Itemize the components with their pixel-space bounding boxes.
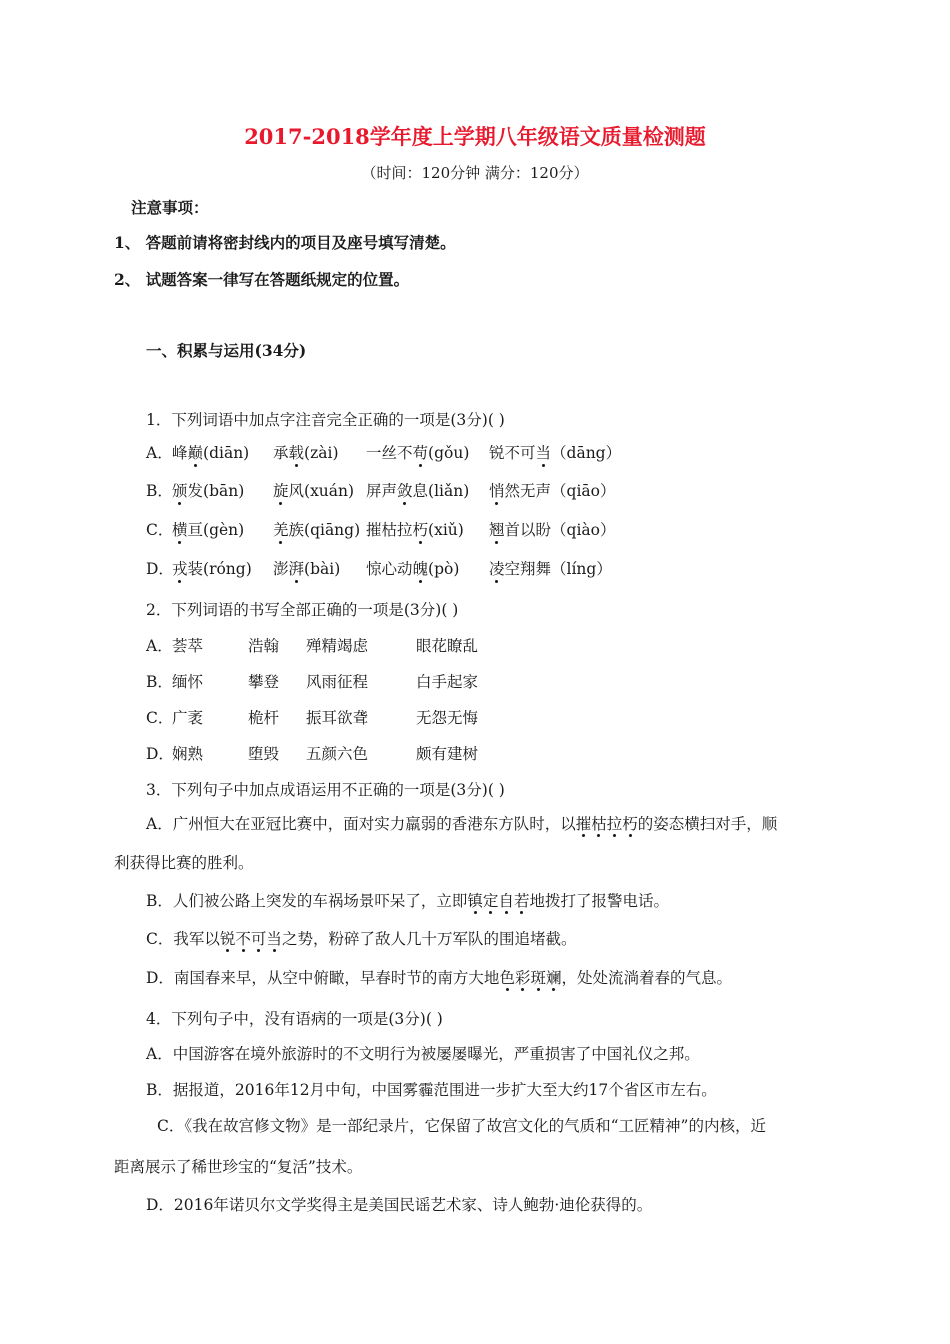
word: 荟萃 bbox=[172, 637, 204, 655]
q3-stem: 3．下列句子中加点成语运用不正确的一项是(3分)( ) bbox=[146, 781, 505, 799]
word: 五颜六色 bbox=[306, 745, 369, 763]
word: 风雨征程 bbox=[306, 673, 369, 691]
dotted-char bbox=[413, 443, 429, 463]
emphasis-char: 巅 bbox=[187, 444, 204, 462]
q3-d-dotted bbox=[499, 969, 561, 987]
dotted-char bbox=[397, 481, 413, 501]
emphasis-char: 颁 bbox=[172, 482, 188, 500]
item-post: (bài) bbox=[304, 560, 341, 578]
pinyin-item bbox=[273, 443, 339, 463]
dotted-char bbox=[489, 481, 505, 501]
word: 桅杆 bbox=[248, 709, 280, 727]
emphasis-char: 若 bbox=[513, 892, 530, 910]
word: 无怨无悔 bbox=[416, 709, 479, 727]
emphasis-char: 不 bbox=[235, 930, 251, 948]
item-pre: 承 bbox=[273, 444, 289, 462]
pinyin-item bbox=[366, 559, 459, 579]
emphasis-char: 魄 bbox=[412, 560, 429, 578]
item-post: 发(bān) bbox=[187, 482, 245, 500]
option-label: A． bbox=[146, 637, 173, 655]
emphasis-char: 翘 bbox=[489, 521, 505, 539]
q3-option-c bbox=[146, 929, 576, 949]
dotted-char bbox=[489, 520, 505, 540]
q3-option-a bbox=[146, 814, 777, 834]
dotted-char bbox=[289, 443, 305, 463]
emphasis-char: 横 bbox=[172, 521, 188, 539]
dotted-char bbox=[413, 559, 429, 579]
emphasis-char: 枯 bbox=[591, 815, 607, 833]
q3-c-pre: C．我军以 bbox=[146, 930, 220, 948]
item-pre: 摧枯拉 bbox=[366, 521, 413, 539]
emphasis-char: 朽 bbox=[412, 521, 429, 539]
q3-a-pre: A．广州恒大在亚冠比赛中，面对实力羸弱的香港东方队时，以 bbox=[146, 815, 576, 833]
q3-b-post: 地拨打了报警电话。 bbox=[529, 892, 669, 910]
exam-title: 2017-2018学年度上学期八年级语文质量检测题 bbox=[244, 124, 706, 149]
emphasis-char: 斓 bbox=[545, 969, 562, 987]
notice-item-2: 2、 试题答案一律写在答题纸规定的位置。 bbox=[114, 270, 410, 289]
emphasis-char: 定 bbox=[482, 892, 499, 910]
pinyin-item bbox=[172, 520, 244, 540]
q4-option-d: D．2016年诺贝尔文学奖得主是美国民谣艺术家、诗人鲍勃·迪伦获得的。 bbox=[146, 1196, 653, 1214]
q3-c-dotted bbox=[220, 930, 282, 948]
pinyin-item bbox=[172, 443, 249, 463]
item-pre: 峰 bbox=[172, 444, 188, 462]
item-pre: 一丝不 bbox=[366, 444, 413, 462]
option-label: A． bbox=[146, 444, 173, 462]
emphasis-char: 羌 bbox=[273, 521, 289, 539]
option-label: D． bbox=[146, 560, 174, 578]
dotted-char bbox=[172, 520, 188, 540]
pinyin-item bbox=[489, 481, 615, 501]
emphasis-char: 斑 bbox=[530, 969, 546, 987]
item-post: 亘(gèn) bbox=[187, 521, 245, 539]
dotted-char bbox=[413, 520, 429, 540]
item-pre: 惊心动 bbox=[366, 560, 413, 578]
q4-option-b: B．据报道，2016年12月中旬，中国雾霾范围进一步扩大至大约17个省区市左右。 bbox=[146, 1081, 717, 1099]
q4-stem: 4．下列句子中，没有语病的一项是(3分)( ) bbox=[146, 1010, 443, 1028]
q3-option-b bbox=[146, 891, 669, 911]
emphasis-char: 拉 bbox=[606, 815, 623, 833]
q3-option-d bbox=[146, 968, 732, 988]
q3-b-pre: B．人们被公路上突发的车祸场景吓呆了，立即 bbox=[146, 892, 468, 910]
pinyin-item bbox=[489, 520, 615, 540]
word: 浩翰 bbox=[248, 637, 280, 655]
word: 攀登 bbox=[248, 673, 280, 691]
emphasis-char: 可 bbox=[250, 930, 267, 948]
emphasis-char: 悄 bbox=[489, 482, 505, 500]
item-post: (zài) bbox=[304, 444, 339, 462]
dotted-char bbox=[273, 520, 289, 540]
notice-heading: 注意事项： bbox=[131, 198, 209, 217]
emphasis-char: 朽 bbox=[622, 815, 638, 833]
emphasis-char: 湃 bbox=[288, 560, 305, 578]
word: 娴熟 bbox=[172, 745, 204, 763]
item-pre: 澎 bbox=[273, 560, 289, 578]
emphasis-char: 苟 bbox=[412, 444, 429, 462]
emphasis-char: 镇 bbox=[467, 892, 483, 910]
word: 颇有建树 bbox=[416, 745, 479, 763]
q3-b-dotted bbox=[467, 892, 529, 910]
emphasis-char: 当 bbox=[266, 930, 282, 948]
dotted-char bbox=[273, 481, 289, 501]
word: 眼花瞭乱 bbox=[416, 637, 479, 655]
q3-a-dotted bbox=[576, 815, 638, 833]
emphasis-char: 载 bbox=[288, 444, 305, 462]
option-label: C． bbox=[146, 709, 174, 727]
emphasis-char: 旋 bbox=[273, 482, 289, 500]
emphasis-char: 彩 bbox=[514, 969, 531, 987]
pinyin-item bbox=[366, 443, 469, 463]
q3-option-a-cont: 利获得比赛的胜利。 bbox=[114, 854, 254, 872]
q1-stem: 1．下列词语中加点字注音完全正确的一项是(3分)( ) bbox=[146, 411, 505, 429]
dotted-char bbox=[289, 559, 305, 579]
q3-d-pre: D．南国春来早，从空中俯瞰，早春时节的南方大地 bbox=[146, 969, 500, 987]
item-pre: 屏声 bbox=[366, 482, 398, 500]
dotted-char bbox=[172, 481, 188, 501]
pinyin-item bbox=[172, 481, 244, 501]
option-label: D． bbox=[146, 745, 174, 763]
item-post: (xiǔ) bbox=[428, 521, 464, 539]
q3-d-post: ，处处流淌着春的气息。 bbox=[561, 969, 733, 987]
pinyin-item bbox=[489, 443, 621, 463]
emphasis-char: 摧 bbox=[575, 815, 592, 833]
q4-option-c-cont: 距离展示了稀世珍宝的“复活”技术。 bbox=[114, 1158, 363, 1176]
option-label: B． bbox=[146, 673, 173, 691]
emphasis-char: 敛 bbox=[397, 482, 413, 500]
word: 白手起家 bbox=[416, 673, 479, 691]
item-pre: 锐不可 bbox=[489, 444, 536, 462]
pinyin-item bbox=[489, 559, 612, 579]
item-post: 装(róng) bbox=[187, 560, 252, 578]
section-heading: 一、积累与运用(34分) bbox=[146, 341, 307, 360]
item-post: (gǒu) bbox=[428, 444, 470, 462]
item-post: 首以盼（qiào） bbox=[504, 521, 616, 539]
word: 缅怀 bbox=[172, 673, 204, 691]
notice-item-1: 1、 答题前请将密封线内的项目及座号填写清楚。 bbox=[114, 233, 456, 252]
emphasis-char: 自 bbox=[498, 892, 514, 910]
pinyin-item bbox=[273, 481, 354, 501]
word: 殚精竭虑 bbox=[306, 637, 369, 655]
q4-option-c: C．《我在故宫修文物》是一部纪录片，它保留了故宫文化的气质和“工匠精神”的内核，近 bbox=[157, 1117, 766, 1135]
option-label: B． bbox=[146, 482, 173, 500]
dotted-char bbox=[188, 443, 204, 463]
item-post: 息(liǎn) bbox=[412, 482, 470, 500]
emphasis-char: 当 bbox=[535, 444, 552, 462]
dotted-char bbox=[536, 443, 552, 463]
q3-c-post: 之势，粉碎了敌人几十万军队的围追堵截。 bbox=[281, 930, 577, 948]
option-label: C． bbox=[146, 521, 174, 539]
q4-option-a: A．中国游客在境外旅游时的不文明行为被屡屡曝光，严重损害了中国礼仪之邦。 bbox=[146, 1045, 700, 1063]
emphasis-char: 锐 bbox=[219, 930, 236, 948]
item-post: 空翔舞（líng） bbox=[504, 560, 612, 578]
item-post: (diān) bbox=[203, 444, 250, 462]
item-post: 风(xuán) bbox=[288, 482, 355, 500]
emphasis-char: 戎 bbox=[172, 560, 188, 578]
dotted-char bbox=[172, 559, 188, 579]
q2-stem: 2．下列词语的书写全部正确的一项是(3分)( ) bbox=[146, 601, 459, 619]
item-post: 族(qiāng) bbox=[288, 521, 361, 539]
pinyin-item bbox=[273, 559, 340, 579]
exam-subtitle: （时间：120分钟 满分：120分） bbox=[361, 164, 589, 182]
item-post: 然无声（qiāo） bbox=[504, 482, 616, 500]
emphasis-char: 凌 bbox=[489, 560, 505, 578]
emphasis-char: 色 bbox=[499, 969, 515, 987]
word: 振耳欲聋 bbox=[306, 709, 369, 727]
dotted-char bbox=[489, 559, 505, 579]
item-post: （dāng） bbox=[551, 444, 622, 462]
pinyin-item bbox=[366, 481, 469, 501]
pinyin-item bbox=[273, 520, 360, 540]
pinyin-item bbox=[172, 559, 252, 579]
item-post: (pò) bbox=[428, 560, 460, 578]
pinyin-item bbox=[366, 520, 464, 540]
word: 广袤 bbox=[172, 709, 204, 727]
word: 堕毁 bbox=[248, 745, 280, 763]
q3-a-post: 的姿态横扫对手，顺 bbox=[637, 815, 778, 833]
